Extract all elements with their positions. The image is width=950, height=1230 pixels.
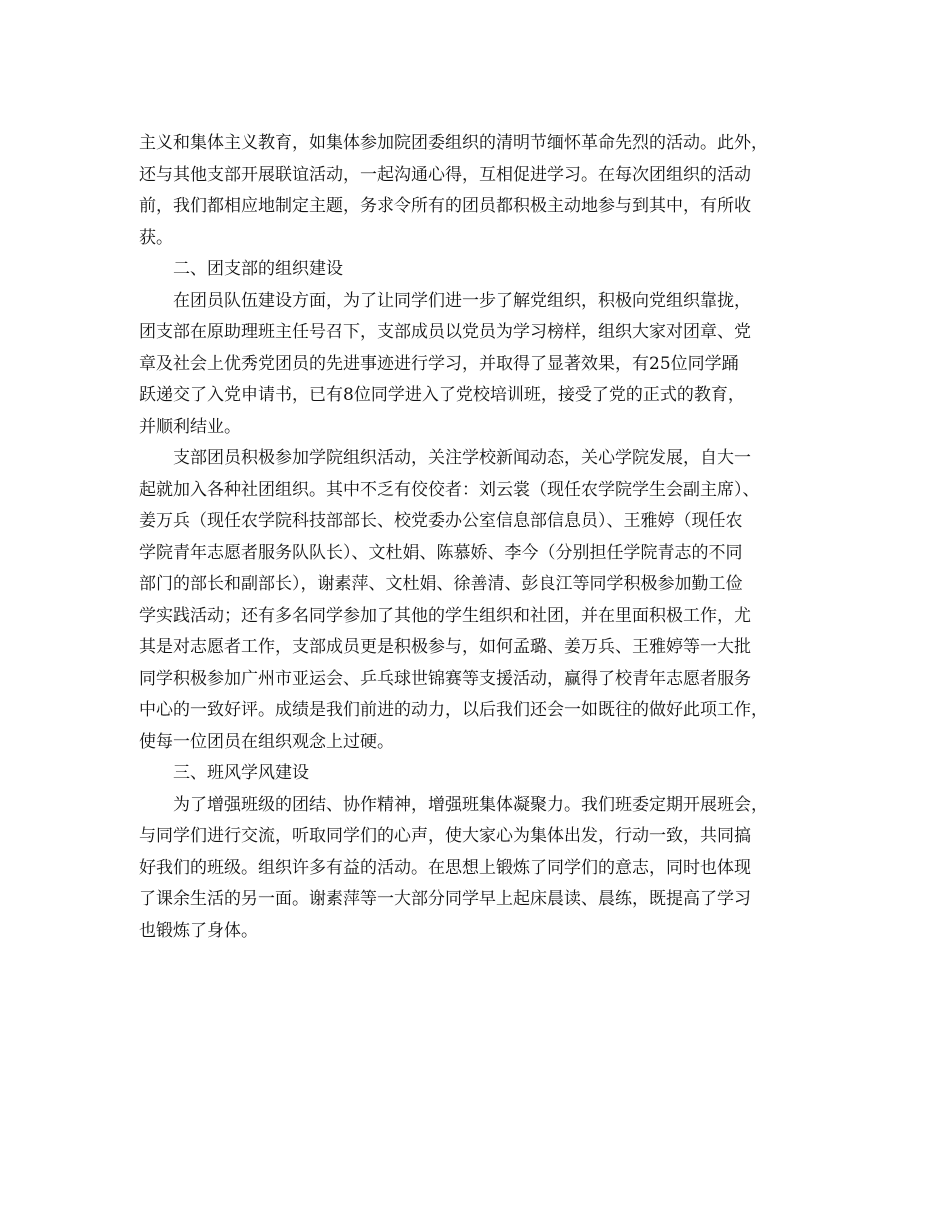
body-line: 前，我们都相应地制定主题，务求令所有的团员都积极主动地参与到其中，有所收 (139, 196, 751, 216)
body-line: 为了增强班级的团结、协作精神，增强班集体凝聚力。我们班委定期开展班会， (173, 794, 768, 815)
body-line: 中心的一致好评。成绩是我们前进的动力，以后我们还会一如既往的做好此项工作， (139, 700, 768, 720)
body-line: 姜万兵（现任农学院科技部部长、校党委办公室信息部信息员）、王雅婷（现任农 (139, 511, 743, 531)
section-heading-3: 三、班风学风建设 (173, 763, 309, 783)
body-line: 获。 (139, 227, 173, 248)
body-line: 还与其他支部开展联谊活动，一起沟通心得，互相促进学习。在每次团组织的活动 (139, 164, 751, 185)
body-line: 章及社会上优秀党团员的先进事迹进行学习，并取得了显著效果，有25位同学踊 (139, 353, 739, 374)
body-line: 并顺利结业。 (139, 416, 241, 437)
body-line: 其是对志愿者工作，支部成员更是积极参与，如何孟璐、姜万兵、王雅婷等一大批 (139, 637, 751, 657)
body-line: 了课余生活的另一面。谢素萍等一大部分同学早上起床晨读、晨练，既提高了学习 (139, 889, 751, 909)
document-body (139, 128, 819, 947)
body-line: 学院青年志愿者服务队队长）、文杜娟、陈慕娇、李今（分别担任学院青志的不同 (139, 542, 743, 563)
body-line: 主义和集体主义教育，如集体参加院团委组织的清明节缅怀革命先烈的活动。此外， (139, 133, 768, 153)
body-line: 学实践活动；还有多名同学参加了其他的学生组织和社团，并在里面积极工作，尤 (139, 605, 751, 626)
body-line: 与同学们进行交流，听取同学们的心声，使大家心为集体出发，行动一致，共同搞 (139, 826, 751, 846)
body-line: 起就加入各种社团组织。其中不乏有佼佼者：刘云裳（现任农学院学生会副主席）、 (139, 479, 760, 500)
body-line: 同学积极参加广州市亚运会、乒乓球世锦赛等支援活动，赢得了校青年志愿者服务 (139, 668, 751, 689)
body-line: 部门的部长和副部长），谢素萍、文杜娟、徐善清、彭良江等同学积极参加勤工俭 (139, 574, 743, 594)
body-line: 团支部在原助理班主任号召下，支部成员以党员为学习榜样，组织大家对团章、党 (139, 322, 751, 342)
body-line: 支部团员积极参加学院组织活动，关注学校新闻动态，关心学院发展，自大一 (173, 448, 751, 468)
body-line: 跃递交了入党申请书，已有8位同学进入了党校培训班，接受了党的正式的教育， (139, 385, 745, 405)
body-line: 在团员队伍建设方面，为了让同学们进一步了解党组织，积极向党组织靠拢， (173, 290, 751, 311)
body-line: 使每一位团员在组织观念上过硬。 (139, 731, 394, 752)
body-line: 好我们的班级。组织许多有益的活动。在思想上锻炼了同学们的意志，同时也体现 (139, 857, 751, 878)
body-line: 也锻炼了身体。 (139, 920, 258, 941)
section-heading-2: 二、团支部的组织建设 (173, 259, 343, 279)
